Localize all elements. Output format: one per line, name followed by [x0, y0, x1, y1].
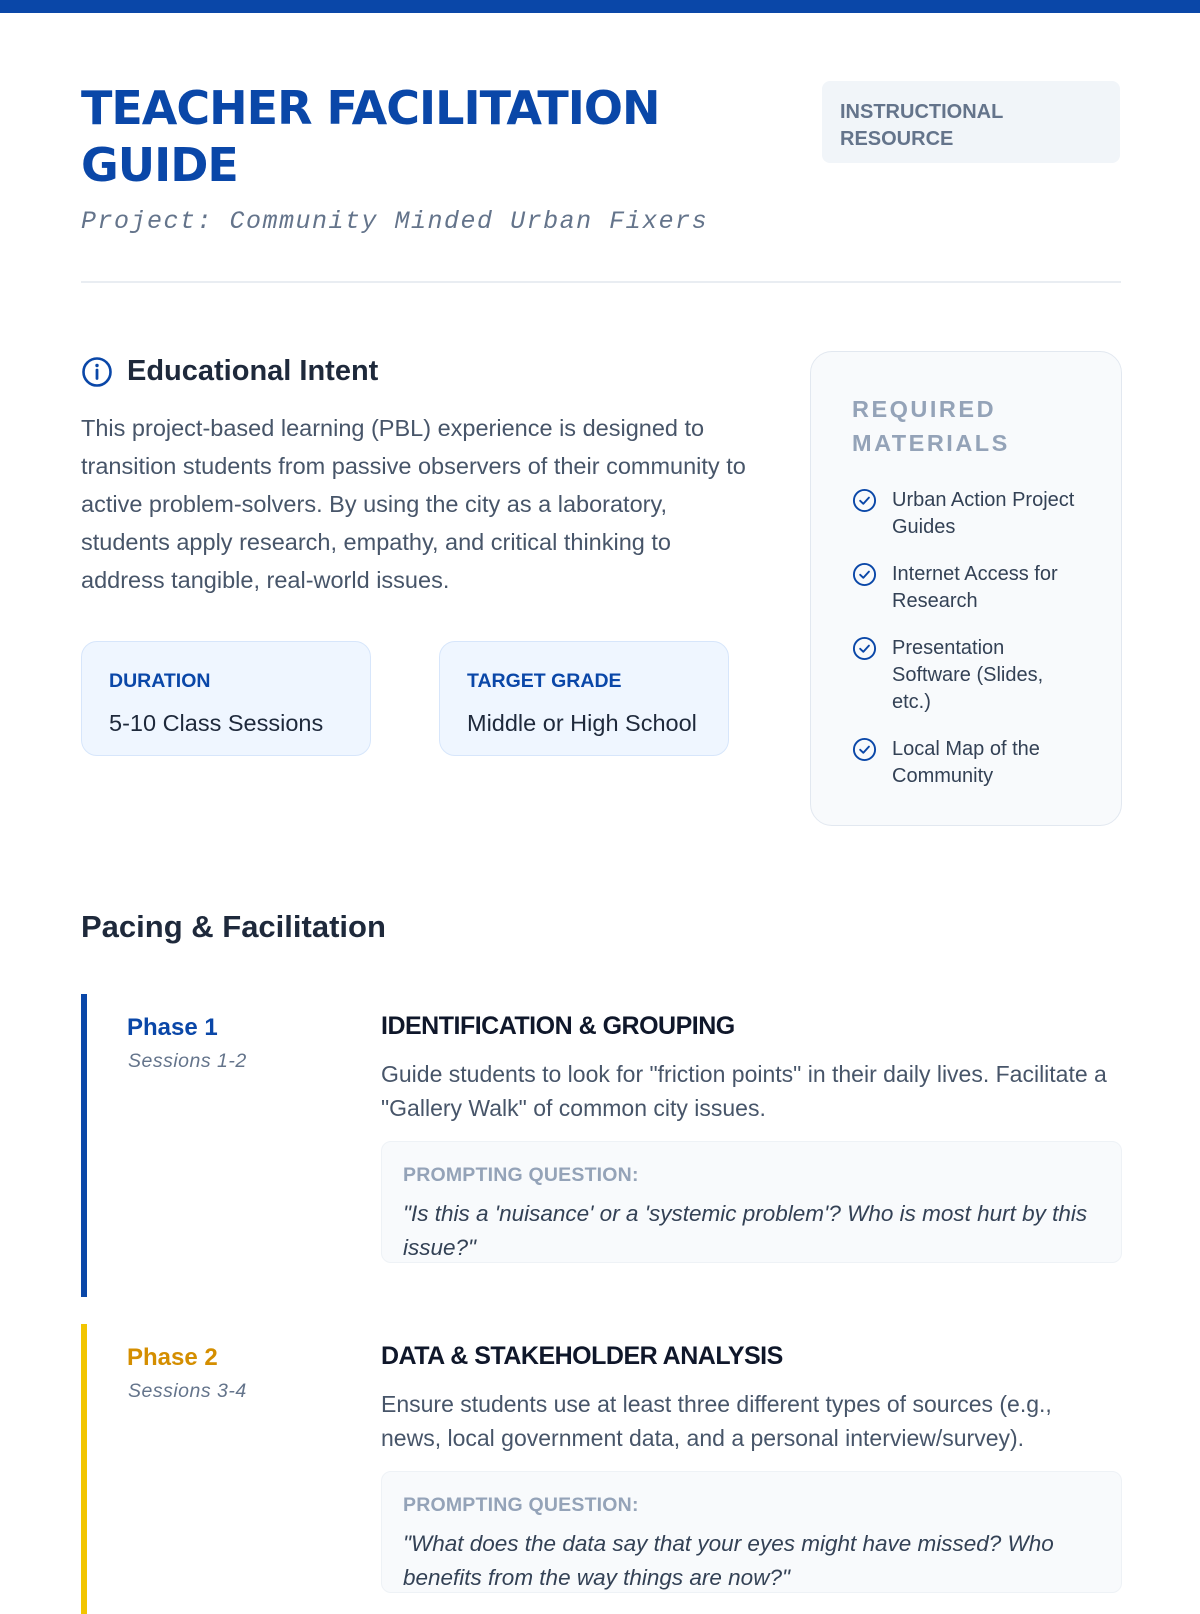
pacing-section-title: Pacing & Facilitation	[81, 909, 386, 944]
phase-2-sessions: Sessions 3-4	[128, 1380, 247, 1402]
material-item-label: Urban Action Project Guides	[892, 489, 1075, 538]
phase-1-accent-bar	[81, 994, 87, 1297]
material-item-label: Presentation Software (Slides, etc.)	[892, 637, 1044, 713]
duration-value: 5-10 Class Sessions	[109, 710, 324, 736]
educational-intent-title: Educational Intent	[127, 355, 379, 387]
materials-list	[852, 487, 1080, 790]
phase-2-prompting-question	[381, 1471, 1122, 1593]
phase-1-sessions: Sessions 1-2	[128, 1050, 247, 1072]
target-grade-label: TARGET GRADE	[467, 670, 622, 692]
check-circle-icon	[852, 737, 877, 762]
material-item-label: Local Map of the Community	[892, 738, 1040, 787]
project-subtitle: Project: Community Minded Urban Fixers	[81, 207, 709, 236]
required-materials-panel	[810, 351, 1122, 826]
prompting-question-text: "What does the data say that your eyes might have missed? Who benefits from the way things are now?"	[403, 1531, 1054, 1590]
prompting-question-label: PROMPTING QUESTION:	[403, 1164, 639, 1186]
list-item	[852, 561, 1080, 615]
check-circle-icon	[852, 636, 877, 661]
check-circle-icon	[852, 562, 877, 587]
list-item	[852, 487, 1080, 541]
educational-intent-heading	[81, 355, 378, 388]
phase-2-description: Ensure students use at least three different types of sources (e.g., news, local government data, and a personal interview/survey).	[381, 1391, 1052, 1451]
info-icon	[81, 356, 113, 388]
phase-1-name: Phase 1	[127, 1014, 218, 1041]
target-grade-card	[439, 641, 729, 756]
phase-1-prompting-question	[381, 1141, 1122, 1263]
phase-2-accent-bar	[81, 1324, 87, 1614]
phase-1-description: Guide students to look for "friction points" in their daily lives. Facilitate a "Gallery Walk" of common city issues.	[381, 1061, 1107, 1121]
top-accent-bar	[0, 0, 1200, 13]
page-title: TEACHER FACILITATION GUIDE	[81, 81, 660, 192]
duration-label: DURATION	[109, 670, 211, 692]
prompting-question-text: "Is this a 'nuisance' or a 'systemic problem'? Who is most hurt by this issue?"	[403, 1201, 1088, 1260]
material-item-label: Internet Access for Research	[892, 563, 1058, 612]
phase-2-title: DATA & STAKEHOLDER ANALYSIS	[381, 1342, 783, 1370]
phase-2-name: Phase 2	[127, 1344, 218, 1371]
check-circle-icon	[852, 488, 877, 513]
educational-intent-text: This project-based learning (PBL) experience is designed to transition students from passive observers of their community to active problem-solvers. By using the city as a laboratory, students apply research, empathy, and critical thinking to address tangible, real-world issues.	[81, 415, 746, 593]
resource-badge: INSTRUCTIONAL RESOURCE	[822, 81, 1120, 163]
phase-1-block	[81, 994, 1121, 1297]
phase-1-title: IDENTIFICATION & GROUPING	[381, 1012, 735, 1040]
phase-2-block	[81, 1324, 1121, 1614]
prompting-question-label: PROMPTING QUESTION:	[403, 1494, 639, 1516]
list-item	[852, 736, 1080, 790]
duration-card	[81, 641, 371, 756]
required-materials-title: REQUIRED MATERIALS	[852, 396, 1010, 456]
header-divider	[81, 281, 1121, 283]
target-grade-value: Middle or High School	[467, 710, 697, 736]
list-item	[852, 635, 1080, 716]
